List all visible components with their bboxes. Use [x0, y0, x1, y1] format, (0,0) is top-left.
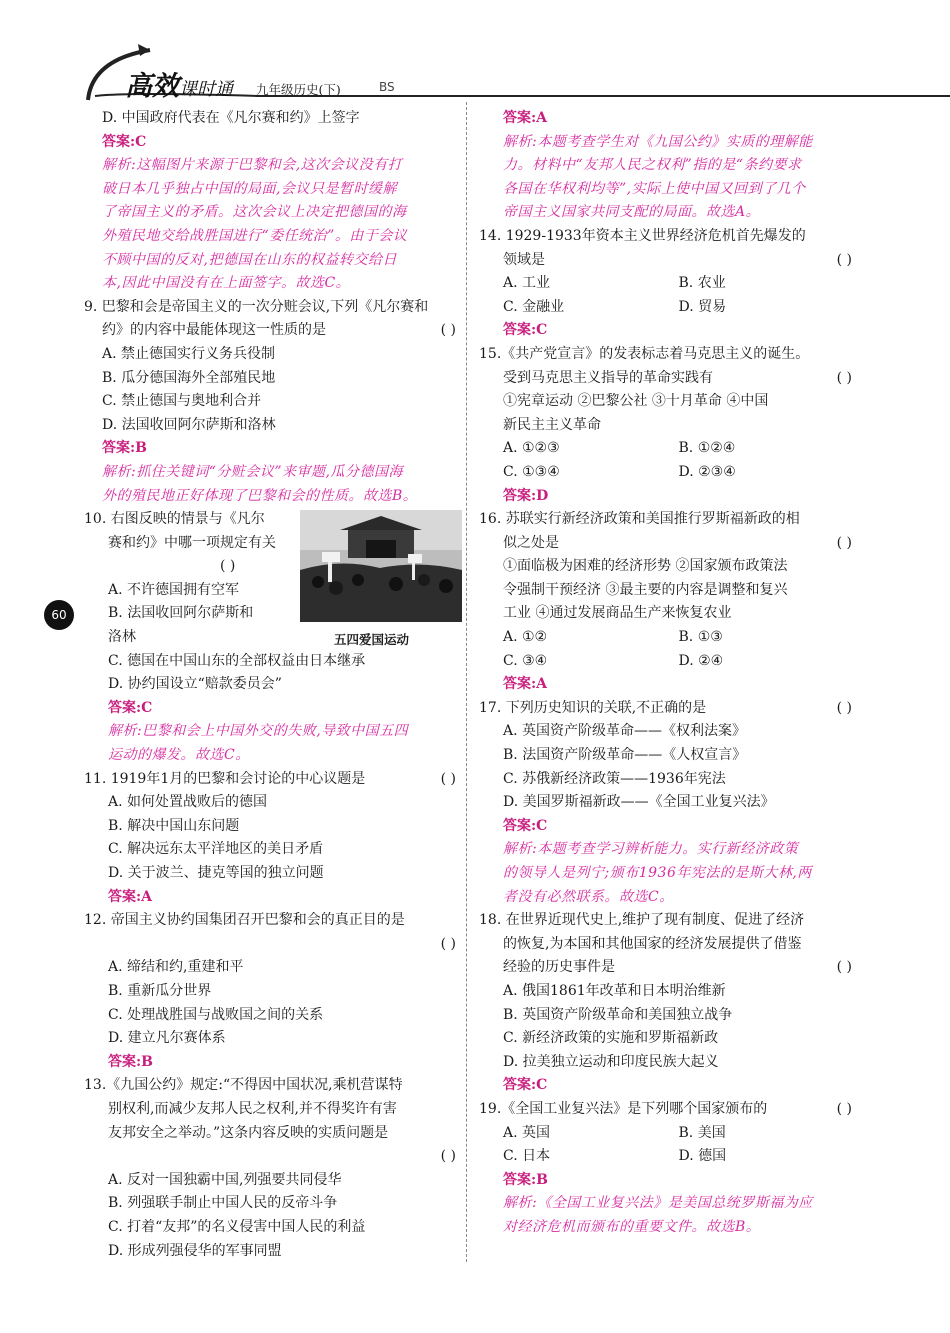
q13-answer: 答案:A: [503, 110, 548, 126]
q19-options-row-1: [479, 1122, 854, 1146]
q13-stem-2: 别权利,而减少友邦人民之权利,并不得奖许有害: [108, 1100, 397, 1117]
q14-option-b: B. 农业: [678, 275, 726, 292]
q19-stem: 19.《全国工业复兴法》是下列哪个国家颁布的: [479, 1100, 768, 1117]
q17-option-b: B. 法国资产阶级革命——《人权宣言》: [503, 747, 747, 764]
q11-option-b: B. 解决中国山东问题: [108, 817, 240, 834]
q8-explanation-5: 不顾中国的反对,把德国在山东的权益转交给日: [102, 251, 397, 268]
q9-option-a: A. 禁止德国实行义务兵役制: [102, 345, 276, 362]
q16-stem-2: 似之处是: [503, 534, 559, 551]
q9-explanation-1: 解析:抓住关键词“分赃会议”来审题,瓜分德国海: [102, 463, 403, 480]
q16-options-row-1: [479, 626, 854, 650]
q16-option-b: B. ①③: [678, 629, 723, 646]
q8-explanation-1: 解析:这幅图片来源于巴黎和会,这次会议没有打: [102, 157, 403, 174]
q10-option-a: A. 不许德国拥有空军: [108, 581, 240, 598]
q10-explanation-2: 运动的爆发。故选C。: [108, 747, 250, 764]
q17-option-a: A. 英国资产阶级革命——《权利法案》: [503, 723, 747, 740]
q19-option-b: B. 美国: [678, 1124, 726, 1141]
q13-explanation-1: 解析:本题考查学生对《九国公约》实质的理解能: [503, 133, 813, 150]
q8-explanation-4: 外殖民地交给战胜国进行“委任统治”。由于会议: [102, 227, 408, 244]
q13-bracket-line: [84, 1145, 458, 1169]
q14-options-row-1: [479, 272, 854, 296]
q15-stem-3: ①宪章运动 ②巴黎公社 ③十月革命 ④中国: [503, 393, 769, 410]
q15-stem-2: 受到马克思主义指导的革命实践有: [503, 369, 713, 386]
q13-answer-bracket: ( ): [440, 1148, 456, 1165]
q18-option-a: A. 俄国1861年改革和日本明治维新: [503, 982, 726, 999]
q8-explanation-6: 本,因此中国没有在上面签字。故选C。: [102, 275, 351, 292]
q17-stem: 17. 下列历史知识的关联,不正确的是: [479, 699, 707, 716]
q11-answer-bracket: ( ): [440, 770, 456, 787]
q17-explanation-1: 解析:本题考查学习辨析能力。实行新经济政策: [503, 841, 799, 858]
q13-stem-1: 13.《九国公约》规定:“不得因中国状况,乘机营谋特: [84, 1077, 403, 1094]
q9-explanation-2: 外的殖民地正好体现了巴黎和会的性质。故选B。: [102, 487, 418, 504]
q16-stem-line-2: [479, 532, 854, 556]
q10-option-b-cont: 洛林: [108, 629, 136, 646]
q16-answer: 答案:A: [503, 676, 548, 693]
q17-answer: 答案:C: [503, 817, 548, 834]
q9-option-d: D. 法国收回阿尔萨斯和洛林: [102, 416, 276, 433]
q19-option-c: C. 日本: [503, 1148, 551, 1165]
q12-option-b: B. 重新瓜分世界: [108, 982, 212, 999]
q18-option-d: D. 拉美独立运动和印度民族大起义: [503, 1053, 719, 1070]
q13-option-d: D. 形成列强侵华的军事同盟: [108, 1242, 282, 1259]
q10-option-b: B. 法国收回阿尔萨斯和: [108, 605, 254, 622]
q13-explanation-2: 力。材料中“友邦人民之权利”指的是“条约要求: [503, 157, 802, 174]
q19-explanation-2: 对经济危机而颁布的重要文件。故选B。: [503, 1218, 761, 1235]
q18-stem-3: 经验的历史事件是: [503, 959, 615, 976]
q14-stem-1: 14. 1929-1933年资本主义世界经济危机首先爆发的: [479, 227, 806, 244]
q19-stem-line: [479, 1098, 854, 1122]
q15-stem-1: 15.《共产党宣言》的发表标志着马克思主义的诞生。: [479, 345, 810, 362]
q14-answer-bracket: ( ): [836, 251, 852, 268]
q15-answer: 答案:D: [503, 487, 549, 504]
q15-option-c: C. ①③④: [503, 463, 560, 480]
column-divider: [466, 102, 467, 1262]
q13-stem-3: 友邦安全之举动。”这条内容反映的实质问题是: [108, 1124, 389, 1141]
q12-option-d: D. 建立凡尔赛体系: [108, 1030, 226, 1047]
q11-stem: 11. 1919年1月的巴黎和会讨论的中心议题是: [84, 770, 366, 787]
q18-answer: 答案:C: [503, 1077, 548, 1094]
q15-options-row-2: [479, 461, 854, 485]
q16-stem-4: 令强制干预经济 ③最主要的内容是调整和复兴: [503, 581, 788, 598]
q14-answer: 答案:C: [503, 322, 548, 339]
q18-answer-bracket: ( ): [836, 959, 852, 976]
q9-option-b: B. 瓜分德国海外全部殖民地: [102, 369, 276, 386]
q10-answer: 答案:C: [108, 699, 153, 716]
q19-answer-bracket: ( ): [836, 1100, 852, 1117]
q17-option-c: C. 苏俄新经济政策——1936年宪法: [503, 770, 726, 787]
q17-answer-bracket: ( ): [836, 699, 852, 716]
right-column: [479, 107, 854, 1240]
q11-answer: 答案:A: [108, 888, 153, 905]
q17-stem-line: [479, 697, 854, 721]
q15-stem-line-2: [479, 367, 854, 391]
q17-option-d: D. 美国罗斯福新政——《全国工业复兴法》: [503, 794, 775, 811]
q18-stem-line-3: [479, 956, 854, 980]
q16-stem-1: 16. 苏联实行新经济政策和美国推行罗斯福新政的相: [479, 511, 800, 528]
q14-stem-line-2: [479, 249, 854, 273]
q14-stem-2: 领域是: [503, 251, 545, 268]
q17-explanation-3: 者没有必然联系。故选C。: [503, 888, 674, 905]
q18-stem-2: 的恢复,为本国和其他国家的经济发展提供了借鉴: [503, 935, 802, 952]
q18-option-b: B. 英国资产阶级革命和美国独立战争: [503, 1006, 733, 1023]
q9-answer-bracket: ( ): [440, 322, 456, 339]
q14-option-a: A. 工业: [503, 275, 551, 292]
q15-answer-bracket: ( ): [836, 369, 852, 386]
q9-stem-2: 约》的内容中最能体现这一性质的是: [102, 322, 326, 339]
q10-stem-1: 10. 右图反映的情景与《凡尔: [84, 511, 265, 528]
q16-answer-bracket: ( ): [836, 534, 852, 551]
q14-option-c: C. 金融业: [503, 298, 565, 315]
edition-label: BS: [379, 80, 395, 94]
q16-stem-3: ①面临极为困难的经济形势 ②国家颁布政策法: [503, 558, 788, 575]
q19-explanation-1: 解析:《全国工业复兴法》是美国总统罗斯福为应: [503, 1195, 813, 1212]
q15-option-d: D. ②③④: [678, 463, 736, 480]
q15-option-a: A. ①②③: [503, 440, 560, 457]
brand-small: 课时通: [179, 79, 233, 100]
q18-stem-1: 18. 在世界近现代史上,维护了现有制度、促进了经济: [479, 912, 805, 929]
photo-caption: 五四爱国运动: [334, 632, 410, 648]
q12-stem: 12. 帝国主义协约国集团召开巴黎和会的真正目的是: [84, 912, 405, 929]
q13-option-a: A. 反对一国独霸中国,列强要共同侵华: [108, 1171, 342, 1188]
q9-answer: 答案:B: [102, 440, 148, 457]
q13-option-c: C. 打着“友邦”的名义侵害中国人民的利益: [108, 1218, 366, 1235]
q9-stem-1: 9. 巴黎和会是帝国主义的一次分赃会议,下列《凡尔赛和: [84, 298, 429, 315]
q10-option-c: C. 德国在中国山东的全部权益由日本继承: [108, 652, 366, 669]
q12-bracket-line: [84, 933, 458, 957]
left-column: [84, 107, 458, 1263]
q16-stem-5: 工业 ④通过发展商品生产来恢复农业: [503, 605, 732, 622]
q12-option-c: C. 处理战胜国与战败国之间的关系: [108, 1006, 324, 1023]
q17-explanation-2: 的领导人是列宁;颁布1936年宪法的是斯大林,两: [503, 865, 812, 881]
q8-option-d: D. 中国政府代表在《凡尔赛和约》上签字: [102, 110, 360, 126]
q15-option-b: B. ①②④: [678, 440, 736, 457]
q16-option-d: D. ②④: [678, 652, 724, 669]
q13-option-b: B. 列强联手制止中国人民的反帝斗争: [108, 1195, 338, 1212]
q8-explanation-2: 破日本几乎独占中国的局面,会议只是暂时缓解: [102, 180, 397, 197]
brand-big: 高效: [125, 71, 179, 102]
q19-option-d: D. 德国: [678, 1148, 727, 1165]
q10-explanation-1: 解析:巴黎和会上中国外交的失败,导致中国五四: [108, 723, 409, 740]
q11-option-c: C. 解决远东太平洋地区的美日矛盾: [108, 841, 324, 858]
brand-title: [125, 64, 233, 103]
q16-option-a: A. ①②: [503, 629, 548, 646]
q12-answer: 答案:B: [108, 1053, 154, 1070]
q14-option-d: D. 贸易: [678, 298, 727, 315]
q11-option-d: D. 关于波兰、捷克等国的独立问题: [108, 865, 324, 881]
q19-option-a: A. 英国: [503, 1124, 551, 1141]
page-number-badge: 60: [44, 600, 74, 630]
q13-explanation-3: 各国在华权利均等”,实际上使中国又回到了几个: [503, 180, 806, 197]
q16-option-c: C. ③④: [503, 652, 548, 669]
q8-answer: 答案:C: [102, 133, 147, 150]
q10-stem-2: 赛和约》中哪一项规定有关: [108, 534, 276, 551]
q13-explanation-4: 帝国主义国家共同支配的局面。故选A。: [503, 204, 761, 221]
subject-label: 九年级历史(下): [256, 82, 341, 97]
may-fourth-movement-photo: [300, 510, 462, 622]
q18-option-c: C. 新经济政策的实施和罗斯福新政: [503, 1030, 719, 1047]
q11-stem-line: [84, 768, 458, 792]
q11-option-a: A. 如何处置战败后的德国: [108, 794, 268, 811]
q15-stem-4: 新民主主义革命: [503, 416, 601, 433]
q15-options-row-1: [479, 437, 854, 461]
q10-block: [84, 508, 458, 697]
q12-answer-bracket: ( ): [440, 935, 456, 952]
q12-option-a: A. 缔结和约,重建和平: [108, 959, 244, 976]
q19-options-row-2: [479, 1145, 854, 1169]
q8-explanation-3: 了帝国主义的矛盾。这次会议上决定把德国的海: [102, 204, 407, 221]
q14-options-row-2: [479, 296, 854, 320]
q16-options-row-2: [479, 650, 854, 674]
q9-stem-line-2: [84, 319, 458, 343]
q19-answer: 答案:B: [503, 1171, 549, 1188]
q9-option-c: C. 禁止德国与奥地利合并: [102, 393, 262, 410]
q10-answer-bracket: ( ): [220, 558, 236, 575]
q10-option-d: D. 协约国设立“赔款委员会”: [108, 676, 282, 693]
